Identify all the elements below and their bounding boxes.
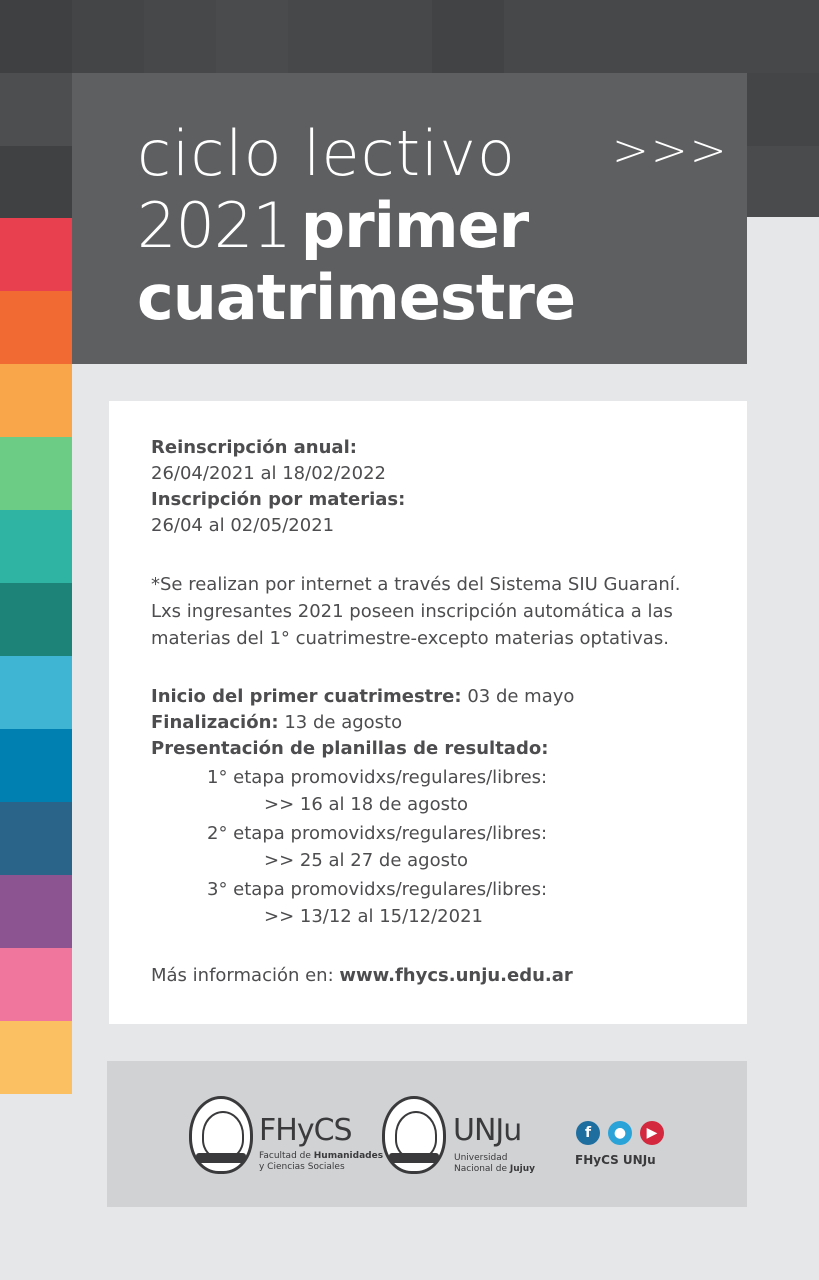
arrows-decoration: >>>: [612, 125, 729, 176]
info-row: [151, 963, 573, 989]
color-strip-block: [0, 802, 72, 875]
info-url[interactable]: www.fhycs.unju.edu.ar: [339, 965, 573, 986]
inicio-label: Inicio del primer cuatrimestre:: [151, 686, 462, 707]
band-tile: [216, 0, 288, 73]
unju-seal-icon: [382, 1096, 446, 1174]
fin-value: 13 de agosto: [284, 712, 403, 733]
materias-label: Inscripción por materias:: [151, 489, 406, 510]
note-line2: Lxs ingresantes 2021 poseen inscripción automática a las: [151, 601, 673, 622]
color-strip-block: [0, 729, 72, 802]
band-tile: [72, 0, 144, 73]
color-strip: [0, 218, 72, 1094]
materias-value: 26/04 al 02/05/2021: [151, 515, 335, 536]
color-strip-block: [0, 364, 72, 437]
note-line3: materias del 1° cuatrimestre-excepto materias optativas.: [151, 628, 669, 649]
footer-logos: [107, 1061, 747, 1207]
color-strip-block: [0, 437, 72, 510]
band-tile: [432, 0, 504, 73]
fhycs-seal-icon: [189, 1096, 253, 1174]
etapa2: 2° etapa promovidxs/regulares/libres:: [207, 823, 548, 844]
title-line1: ciclo lectivo: [137, 117, 516, 190]
twitter-icon[interactable]: ●: [608, 1121, 632, 1145]
unju-logo-sub2: Nacional de Jujuy: [454, 1164, 536, 1174]
band-tile: [747, 146, 819, 217]
etapa1-fecha: >> 16 al 18 de agosto: [264, 794, 469, 815]
reinscripcion-label: Reinscripción anual:: [151, 437, 357, 458]
unju-logo-sub1: Universidad: [454, 1153, 508, 1163]
inicio-value: 03 de mayo: [467, 686, 575, 707]
fin-row: [151, 710, 402, 736]
unju-logo-title: UNJu: [453, 1113, 522, 1148]
title-line2: [137, 189, 528, 262]
color-strip-block: [0, 510, 72, 583]
band-tile: [747, 73, 819, 146]
inicio-row: [151, 684, 574, 710]
color-strip-block: [0, 656, 72, 729]
etapa3-fecha: >> 13/12 al 15/12/2021: [264, 906, 483, 927]
color-strip-block: [0, 291, 72, 364]
info-label: Más información en:: [151, 965, 334, 986]
band-tile: [0, 73, 72, 146]
color-strip-block: [0, 1021, 72, 1094]
planillas-label: Presentación de planillas de resultado:: [151, 738, 549, 759]
color-strip-block: [0, 218, 72, 291]
band-tile: [0, 146, 72, 218]
color-strip-block: [0, 948, 72, 1021]
facebook-icon[interactable]: f: [576, 1121, 600, 1145]
band-tile: [0, 0, 72, 73]
note-line1: *Se realizan por internet a través del Sistema SIU Guaraní.: [151, 574, 681, 595]
info-card: [109, 401, 747, 1024]
color-strip-block: [0, 583, 72, 656]
etapa2-fecha: >> 25 al 27 de agosto: [264, 850, 469, 871]
etapa1: 1° etapa promovidxs/regulares/libres:: [207, 767, 548, 788]
reinscripcion-value: 26/04/2021 al 18/02/2022: [151, 463, 386, 484]
fhycs-logo-title: FHyCS: [259, 1113, 352, 1148]
fhycs-logo-sub2: y Ciencias Sociales: [259, 1162, 345, 1172]
youtube-icon[interactable]: ▶: [640, 1121, 664, 1145]
etapa3: 3° etapa promovidxs/regulares/libres:: [207, 879, 548, 900]
color-strip-block: [0, 875, 72, 948]
title-line3: cuatrimestre: [137, 261, 576, 334]
social-label: FHyCS UNJu: [575, 1153, 656, 1167]
header-box: [72, 73, 747, 364]
title-primer: primer: [300, 189, 529, 262]
fhycs-logo-sub1: Facultad de Humanidades: [259, 1151, 384, 1161]
fin-label: Finalización:: [151, 712, 279, 733]
title-year: 2021: [137, 189, 291, 262]
